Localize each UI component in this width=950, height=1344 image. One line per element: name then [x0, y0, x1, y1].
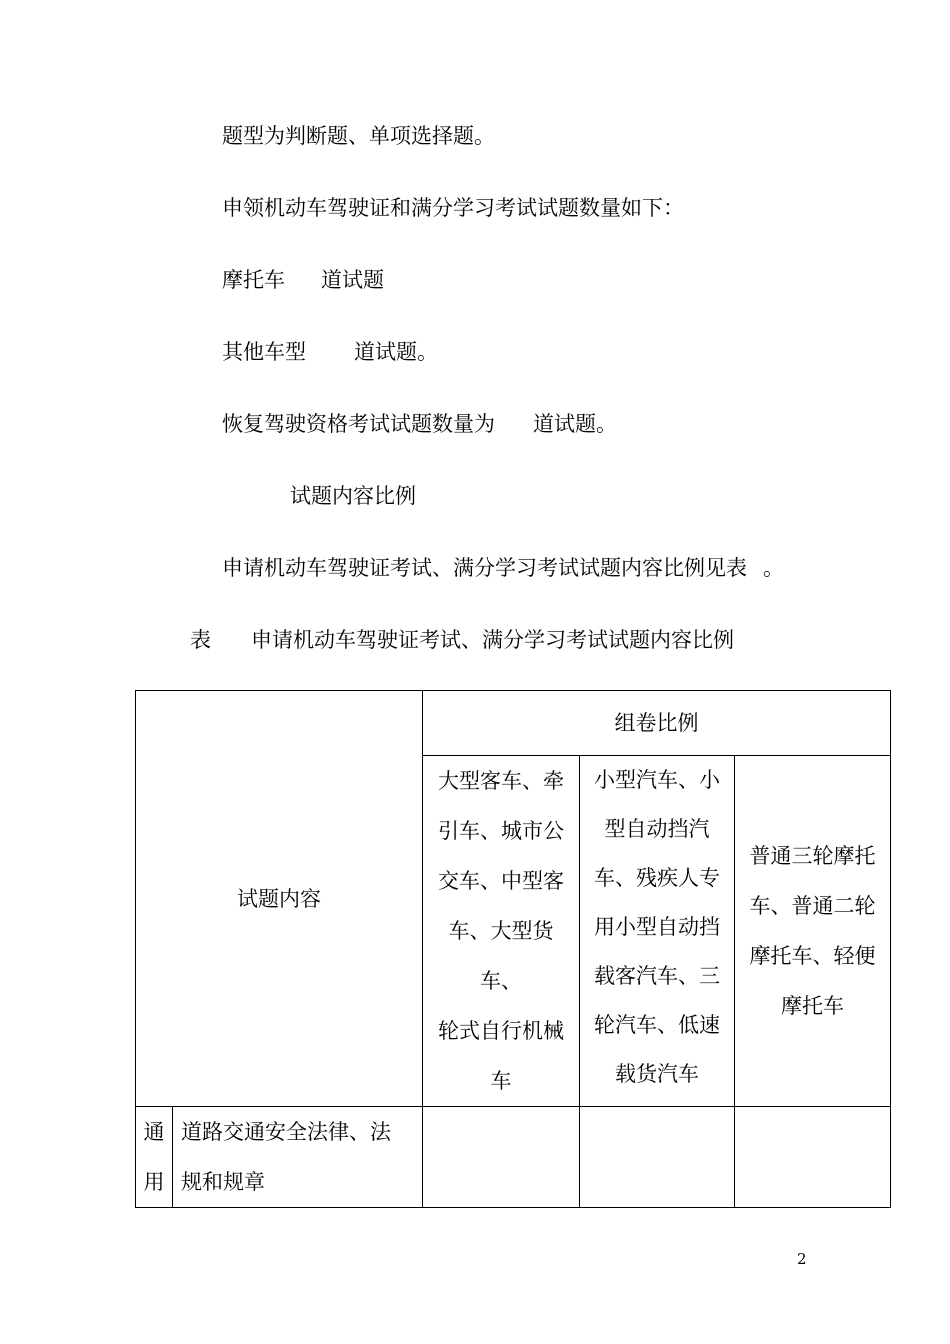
row-value-group-3	[735, 1107, 891, 1208]
header-line: 摩托车	[781, 994, 844, 1018]
header-vehicle-group-1	[423, 756, 580, 1107]
paragraph-text: 道试题。	[354, 340, 438, 364]
section-heading	[290, 482, 416, 510]
item-line: 规和规章	[181, 1170, 265, 1194]
content-ratio-table	[135, 690, 891, 1208]
row-item	[173, 1107, 423, 1208]
paragraph-question-count-intro	[222, 194, 684, 222]
header-line: 引车、城市公	[438, 819, 564, 843]
header-line: 交车、中型客	[438, 869, 564, 893]
paragraph-text: 摩托车	[222, 268, 285, 292]
page-number: 2	[797, 1250, 807, 1268]
category-line: 用	[143, 1170, 165, 1194]
header-line: 载货汽车	[615, 1062, 699, 1086]
header-line: 用小型自动挡	[594, 915, 720, 939]
header-line: 小型汽车、小	[594, 768, 720, 792]
header-line: 型自动挡汽	[604, 817, 710, 841]
header-vehicle-group-2	[580, 756, 735, 1107]
table-caption	[190, 626, 734, 654]
row-category	[136, 1107, 173, 1208]
paragraph-text: 道试题	[321, 268, 384, 292]
header-line: 车、普通二轮	[749, 894, 876, 918]
header-ratio-text: 组卷比例	[614, 711, 699, 735]
paragraph-text: 申请机动车驾驶证考试、满分学习考试试题内容比例见表	[222, 556, 747, 580]
paragraph-text: 道试题。	[533, 412, 617, 436]
header-line: 车、大型货车、	[448, 919, 554, 993]
section-heading-text: 试题内容比例	[290, 484, 416, 508]
header-line: 大型客车、牵	[438, 769, 564, 793]
paragraph-text: 申领机动车驾驶证和满分学习考试试题数量如下：	[222, 196, 684, 220]
header-vehicle-group-3	[735, 756, 891, 1107]
paragraph-question-types	[222, 122, 495, 150]
header-ratio	[423, 691, 891, 756]
paragraph-restore-count	[222, 410, 617, 438]
header-line: 车、残疾人专	[594, 866, 720, 890]
row-value-group-2	[580, 1107, 735, 1208]
row-value-group-1	[423, 1107, 580, 1208]
header-line: 轮汽车、低速	[594, 1013, 720, 1037]
header-content	[136, 691, 423, 1107]
paragraph-text: 。	[763, 556, 784, 580]
header-line: 摩托车、轻便	[749, 944, 876, 968]
category-line: 通	[143, 1120, 165, 1144]
item-line: 道路交通安全法律、法	[181, 1120, 391, 1144]
header-content-text: 试题内容	[237, 886, 321, 911]
paragraph-text: 恢复驾驶资格考试试题数量为	[222, 412, 495, 436]
paragraph-text: 题型为判断题、单项选择题。	[222, 124, 495, 148]
paragraph-table-reference	[222, 554, 784, 582]
table-caption-text: 申请机动车驾驶证考试、满分学习考试试题内容比例	[251, 628, 734, 652]
table-row	[136, 1107, 891, 1208]
table-caption-label: 表	[190, 628, 211, 652]
header-line: 普通三轮摩托	[749, 844, 876, 868]
paragraph-motorcycle-count	[222, 266, 384, 294]
header-line: 车	[490, 1069, 512, 1093]
header-line: 载客汽车、三	[594, 964, 720, 988]
header-line: 轮式自行机械	[438, 1019, 564, 1043]
paragraph-other-vehicle-count	[222, 338, 438, 366]
paragraph-text: 其他车型	[222, 340, 306, 364]
